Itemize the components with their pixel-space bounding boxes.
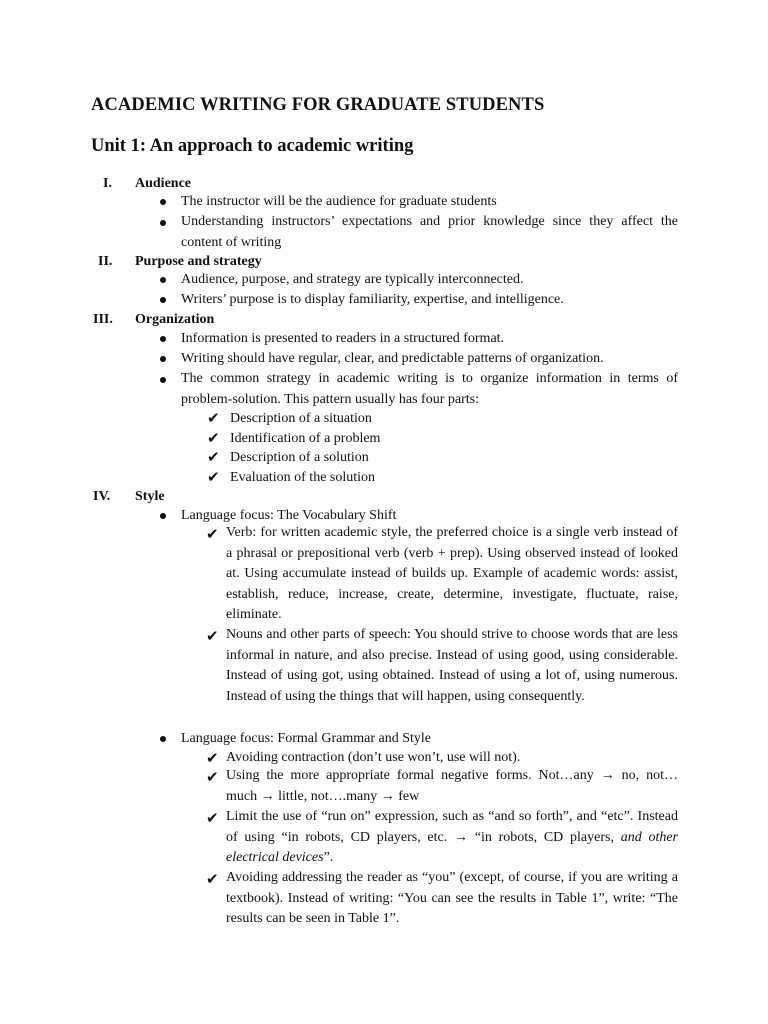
- check-text: Limit the use of “run on” expression, such as “and so forth”, and “etc”. Instead of using “in robots, CD players, etc. → “in robots, CD players,: [226, 809, 678, 845]
- check-icon: ✔: [207, 448, 220, 466]
- document-title: ACADEMIC WRITING FOR GRADUATE STUDENTS: [91, 95, 545, 115]
- bullet-icon: [160, 220, 166, 226]
- check-paragraph: Nouns and other parts of speech: You should strive to choose words that are less informal in nature, and also precise. Instead of using good, using considerable. Instead of using got, using obtained. Instead of using a lot of, using numerous. Instead of using the things that will happen, using consequently.: [226, 627, 678, 704]
- bullet-text: The common strategy in academic writing is to organize information in terms of problem-solution. This pattern usually has four parts:: [181, 371, 678, 407]
- check-icon: ✔: [206, 627, 219, 645]
- check-icon: ✔: [207, 429, 220, 447]
- check-paragraph: Using the more appropriate formal negative forms. Not…any → no, not… much → little, not….many → few: [226, 768, 678, 804]
- bullet-text: Understanding instructors’ expectations and prior knowledge since they affect the content of writing: [181, 214, 678, 250]
- check-icon: ✔: [206, 749, 219, 767]
- focus-label: Language focus: The Vocabulary Shift: [181, 508, 397, 523]
- bullet-icon: [160, 377, 166, 383]
- bullet-icon: [160, 297, 166, 303]
- check-icon: ✔: [206, 525, 219, 543]
- check-item: Description of a situation: [230, 411, 372, 426]
- bullet-text: Audience, purpose, and strategy are typically interconnected.: [181, 272, 524, 287]
- check-item: Identification of a problem: [230, 431, 381, 446]
- check-icon: ✔: [206, 768, 219, 786]
- check-paragraph: Avoiding addressing the reader as “you” (except, of course, if you are writing a textbook). Instead of writing: “You can see the results in Table 1”, write: “The results can be seen in Table 1”.: [226, 870, 678, 926]
- check-icon: ✔: [207, 468, 220, 486]
- section-heading-style: Style: [135, 489, 165, 504]
- check-item: Avoiding contraction (don’t use won’t, use will not).: [226, 750, 521, 765]
- check-icon: ✔: [206, 809, 219, 827]
- bullet-icon: [160, 736, 166, 742]
- focus-label: Language focus: Formal Grammar and Style: [181, 731, 431, 746]
- bullet-text: Writing should have regular, clear, and predictable patterns of organization.: [181, 351, 604, 366]
- check-item: Description of a solution: [230, 450, 369, 465]
- italic-example: and other electrical devices: [226, 829, 678, 865]
- bullet-icon: [160, 336, 166, 342]
- section-numeral: I.: [103, 176, 112, 191]
- section-numeral: II.: [98, 254, 113, 269]
- section-heading-audience: Audience: [135, 176, 191, 191]
- bullet-icon: [160, 199, 166, 205]
- section-numeral: IV.: [93, 489, 111, 504]
- bullet-text: Writers’ purpose is to display familiarity, expertise, and intelligence.: [181, 292, 564, 307]
- check-paragraph: Verb: for written academic style, the preferred choice is a single verb instead of a phrasal or prepositional verb (verb + prep). Using observed instead of looked at. Using accumulate instead of builds up. Example of academic words: assist, establish, reduce, increase, create, determine, investigate, fluctuate, raise, eliminate.: [226, 525, 678, 622]
- section-heading-organization: Organization: [135, 312, 215, 327]
- bullet-icon: [160, 356, 166, 362]
- check-paragraph: [226, 807, 678, 869]
- bullet-text: The instructor will be the audience for graduate students: [181, 194, 497, 209]
- check-icon: ✔: [206, 870, 219, 888]
- check-icon: ✔: [207, 409, 220, 427]
- section-heading-purpose: Purpose and strategy: [135, 254, 262, 269]
- bullet-icon: [160, 513, 166, 519]
- section-numeral: III.: [93, 312, 113, 327]
- closing-quote: ”.: [323, 850, 334, 865]
- unit-title: Unit 1: An approach to academic writing: [91, 136, 414, 156]
- check-item: Evaluation of the solution: [230, 470, 376, 485]
- bullet-text: Information is presented to readers in a structured format.: [181, 331, 505, 346]
- bullet-icon: [160, 277, 166, 283]
